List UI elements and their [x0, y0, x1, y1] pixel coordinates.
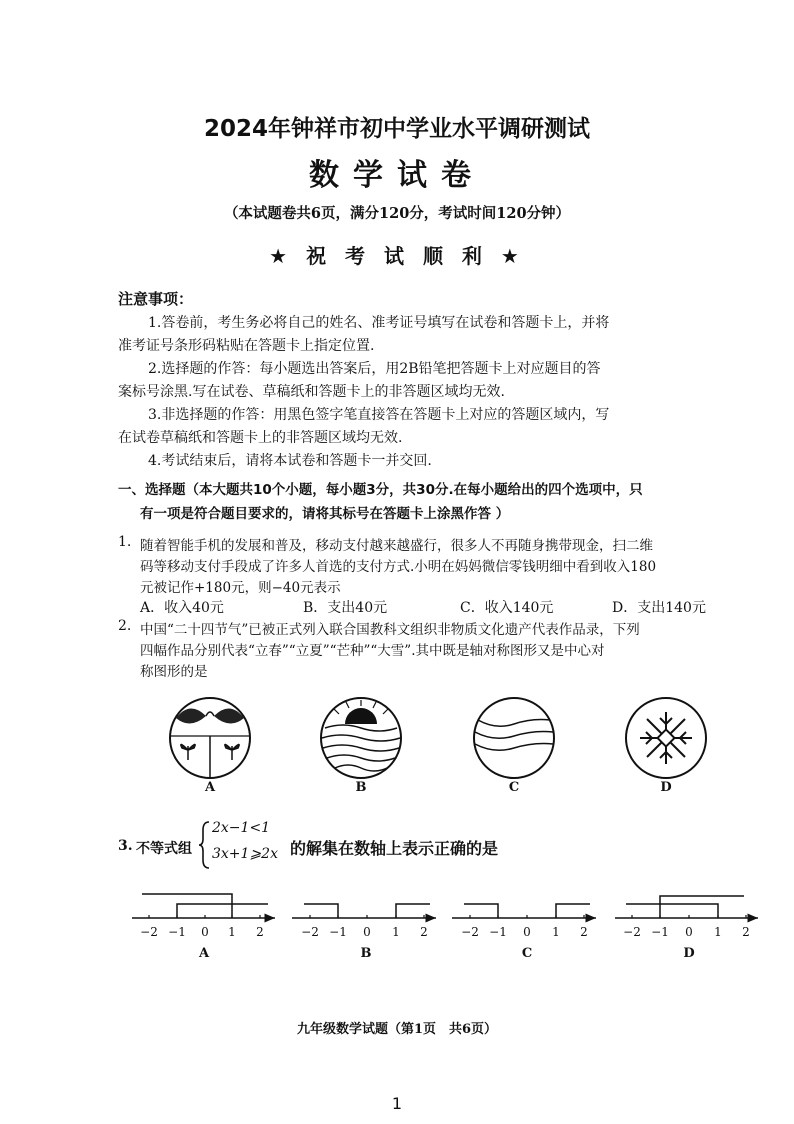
- tick-label: 2: [420, 925, 428, 939]
- q2-text: 中国“二十四节气”已被正式列入联合国教科文组织非物质文化遗产代表作品录，下列: [140, 622, 640, 638]
- section-heading: 一、选择题（本大题共10个小题，每小题3分，共30分.在每小题给出的四个选项中，只: [118, 482, 643, 498]
- q3-label-d: D: [683, 946, 695, 961]
- q1-text: 码等移动支付手段成了许多人首选的支付方式.小明在妈妈微信零钱明细中看到收入180: [140, 559, 657, 575]
- tick-label: 1: [552, 925, 560, 939]
- q3-suffix: 的解集在数轴上表示正确的是: [290, 839, 499, 858]
- exam-subject: 数学试卷: [309, 158, 485, 193]
- tick-label: −1: [489, 925, 507, 939]
- tick-label: 0: [363, 925, 371, 939]
- q2-label-a: A: [204, 780, 216, 795]
- q3-inequality-1: 2x−1<1: [212, 820, 271, 836]
- note-line: 在试卷草稿纸和答题卡上的非答题区域均无效.: [118, 430, 403, 446]
- q2-label-d: D: [660, 780, 672, 795]
- q2-figures: [168, 690, 728, 790]
- figure-c-waves: [474, 698, 554, 778]
- note-line: 准考证号条形码粘贴在答题卡上指定位置.: [118, 338, 375, 354]
- note-line: 2.选择题的作答：每小题选出答案后，用2B铅笔把答题卡上对应题目的答: [148, 361, 601, 377]
- tick-label: −1: [168, 925, 186, 939]
- notes-heading: 注意事项：: [118, 290, 194, 308]
- q2-number: 2.: [118, 618, 132, 634]
- exam-title: 2024年钟祥市初中学业水平调研测试: [203, 116, 590, 142]
- q1-option-c: C．收入140元: [460, 600, 554, 616]
- note-line: 案标号涂黑.写在试卷、草稿纸和答题卡上的非答题区域均无效.: [118, 384, 505, 400]
- q2-label-c: C: [508, 780, 520, 795]
- q3-prefix: 不等式组: [136, 841, 192, 857]
- q2-text: 四幅作品分别代表“立春”“立夏”“芒种”“大雪”.其中既是轴对称图形又是中心对: [140, 643, 605, 659]
- blessing: ★ 祝 考 试 顺 利 ★: [269, 244, 525, 268]
- figure-b-sun: [321, 698, 401, 778]
- section-heading-cont: 有一项是符合题目要求的，请将其标号在答题卡上涂黑作答 ）: [140, 506, 510, 522]
- note-line: 3.非选择题的作答：用黑色签字笔直接答在答题卡上对应的答题区域内，写: [148, 407, 610, 423]
- page-footer: 九年级数学试题（第1页 共6页）: [296, 1022, 498, 1037]
- tick-label: −1: [651, 925, 669, 939]
- q2-label-b: B: [355, 780, 367, 795]
- note-line: 1.答卷前，考生务必将自己的姓名、准考证号填写在试卷和答题卡上，并将: [148, 315, 610, 331]
- tick-label: 1: [714, 925, 722, 939]
- tick-label: −2: [301, 925, 319, 939]
- tick-label: −2: [140, 925, 158, 939]
- q3-inequality-2: 3x+1⩾2x: [212, 846, 278, 862]
- q1-option-b: B．支出40元: [303, 600, 388, 616]
- q3-number-lines: [130, 890, 770, 950]
- q2-text: 称图形的是: [140, 664, 208, 680]
- q3-label-c: C: [521, 946, 533, 961]
- tick-label: −2: [461, 925, 479, 939]
- q1-option-d: D．支出140元: [612, 600, 706, 616]
- tick-label: −1: [329, 925, 347, 939]
- q1-text: 随着智能手机的发展和普及，移动支付越来越盛行，很多人不再随身携带现金，扫二维: [140, 538, 653, 554]
- q3-label-b: B: [360, 946, 372, 961]
- q3-label-a: A: [198, 946, 210, 961]
- q1-number: 1.: [118, 534, 132, 550]
- tick-label: 2: [256, 925, 264, 939]
- q1-text: 元被记作+180元，则−40元表示: [140, 580, 341, 596]
- note-line: 4.考试结束后，请将本试卷和答题卡一并交回.: [148, 453, 432, 469]
- exam-subtitle: （本试题卷共6页，满分120分，考试时间120分钟）: [223, 205, 571, 222]
- tick-label: 0: [201, 925, 209, 939]
- tick-label: 1: [392, 925, 400, 939]
- page-number: 1: [391, 1094, 403, 1113]
- q1-option-a: A．收入40元: [140, 600, 224, 616]
- tick-label: 2: [742, 925, 750, 939]
- brace-icon: [198, 820, 212, 870]
- figure-a-leaves: [170, 698, 250, 778]
- figure-d-snowflake: [626, 698, 706, 778]
- tick-label: 1: [228, 925, 236, 939]
- tick-label: 0: [523, 925, 531, 939]
- tick-label: −2: [623, 925, 641, 939]
- tick-label: 2: [580, 925, 588, 939]
- tick-label: 0: [685, 925, 693, 939]
- q3-number: 3.: [118, 838, 133, 854]
